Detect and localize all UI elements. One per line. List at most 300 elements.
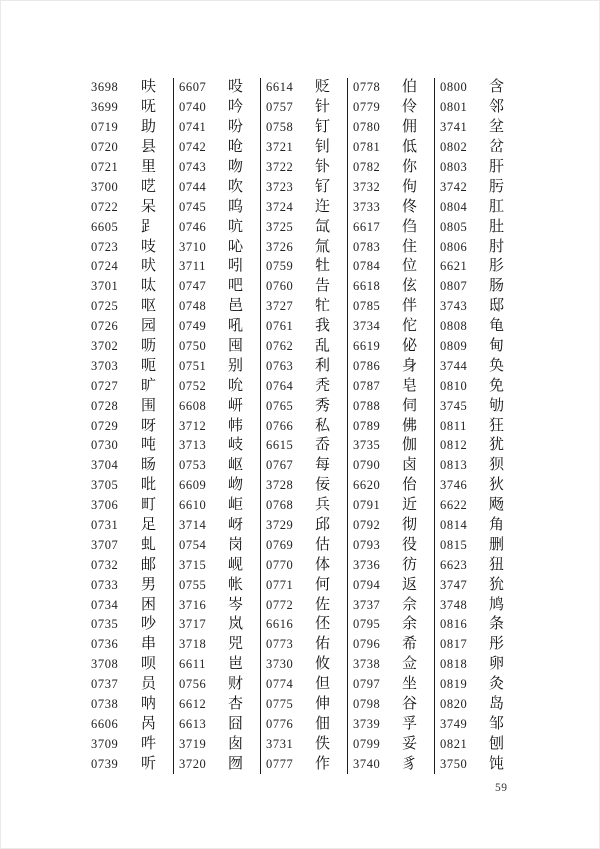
code-cell: 0727	[91, 378, 119, 393]
table-row	[348, 715, 434, 735]
code-cell: 0738	[91, 697, 119, 712]
table-row	[435, 356, 521, 376]
code-cell: 0736	[91, 637, 119, 652]
character-cell: 告	[314, 278, 330, 295]
code-cell: 0746	[179, 219, 207, 234]
character-cell: 你	[401, 159, 417, 175]
character-cell: 㑇	[401, 218, 417, 235]
character-cell: 佁	[401, 477, 417, 494]
table-row	[174, 456, 260, 476]
character-cell: 呗	[140, 656, 156, 673]
character-cell: 佚	[314, 735, 330, 752]
table-row	[261, 337, 347, 357]
character-cell: 狂	[488, 417, 504, 434]
table-row	[86, 715, 173, 735]
code-cell: 0803	[440, 160, 468, 174]
table-row	[174, 555, 260, 575]
table-row	[435, 535, 521, 555]
code-cell: 6611	[179, 657, 206, 672]
character-cell: 岠	[227, 497, 243, 514]
code-cell: 0757	[266, 100, 294, 115]
table-row	[86, 436, 173, 456]
code-cell: 3700	[91, 179, 119, 194]
character-cell: 作	[314, 755, 330, 772]
table-row	[435, 337, 521, 357]
table-row	[435, 78, 521, 98]
code-cell: 0741	[179, 120, 207, 135]
table-row	[174, 158, 260, 178]
page-number: 59	[495, 782, 508, 794]
table-row	[261, 78, 347, 98]
code-cell: 0789	[353, 418, 381, 433]
table-row	[174, 754, 260, 774]
code-cell: 0733	[91, 577, 119, 592]
character-cell: 邸	[488, 298, 504, 315]
code-cell: 0812	[440, 438, 468, 453]
table-row	[86, 476, 173, 496]
character-cell: 困	[140, 596, 156, 613]
character-cell: 旸	[140, 457, 156, 474]
table-row	[348, 754, 434, 774]
code-cell: 0777	[266, 756, 294, 771]
table-row	[261, 376, 347, 396]
table-row	[86, 535, 173, 555]
table-row	[261, 138, 347, 158]
code-cell: 3749	[440, 716, 468, 731]
code-cell: 3725	[266, 219, 294, 234]
table-row	[261, 436, 347, 456]
code-cell: 0761	[266, 319, 294, 334]
character-cell: 呃	[140, 357, 156, 374]
code-cell: 0735	[91, 617, 119, 632]
code-cell: 0810	[440, 378, 468, 393]
character-cell: 孚	[401, 715, 417, 732]
code-cell: 6608	[179, 398, 207, 413]
table-row	[435, 555, 521, 575]
character-cell: 呕	[140, 298, 156, 315]
code-cell: 0752	[179, 378, 207, 393]
table-row	[174, 197, 260, 217]
character-cell: 钋	[314, 159, 330, 175]
table-row	[348, 118, 434, 138]
table-row	[435, 615, 521, 635]
character-cell: 伴	[401, 298, 417, 315]
table-row	[86, 516, 173, 536]
character-cell: 刨	[488, 735, 504, 752]
code-cell: 0792	[353, 518, 381, 533]
character-cell: 邻	[488, 99, 504, 116]
character-cell: 吟	[227, 99, 243, 116]
character-cell: 伭	[401, 278, 417, 295]
character-cell: 岙	[314, 437, 330, 454]
character-cell: 佘	[401, 596, 417, 613]
code-cell: 3699	[91, 100, 119, 115]
code-cell: 0760	[266, 279, 294, 294]
code-cell: 0769	[266, 537, 294, 552]
table-row	[86, 456, 173, 476]
table-row	[174, 436, 260, 456]
code-cell: 0724	[91, 259, 119, 274]
character-cell: 吻	[227, 159, 243, 175]
table-row	[174, 317, 260, 337]
character-cell: 囧	[227, 715, 243, 732]
character-cell: 𧾷	[140, 218, 156, 235]
code-cell: 6618	[353, 279, 381, 294]
table-row	[261, 297, 347, 317]
code-cell: 0784	[353, 259, 381, 274]
code-cell: 0820	[440, 697, 468, 712]
code-cell: 3736	[353, 557, 381, 572]
table-row	[86, 277, 173, 297]
character-cell: 我	[314, 318, 330, 335]
table-row	[261, 734, 347, 754]
table-row	[261, 177, 347, 197]
character-cell: 囫	[227, 755, 243, 772]
character-cell: 吠	[140, 258, 156, 275]
code-cell: 3740	[353, 756, 381, 771]
character-cell: 佖	[401, 338, 417, 355]
character-cell: 男	[140, 576, 156, 593]
table-row	[86, 158, 173, 178]
character-cell: 卵	[488, 656, 504, 673]
table-row	[261, 516, 347, 536]
table-row	[348, 416, 434, 436]
table-row	[86, 317, 173, 337]
table-row	[86, 595, 173, 615]
table-row	[174, 655, 260, 675]
character-cell: 岑	[227, 596, 243, 613]
table-row	[174, 138, 260, 158]
table-row	[435, 715, 521, 735]
code-cell: 3713	[179, 438, 207, 453]
code-cell: 6619	[353, 339, 381, 354]
code-cell: 6623	[440, 557, 468, 572]
character-cell: 园	[140, 318, 156, 335]
code-cell: 0778	[353, 80, 381, 95]
table-row	[86, 297, 173, 317]
character-cell: 吨	[140, 437, 156, 454]
code-cell: 3733	[353, 199, 381, 214]
code-cell: 3726	[266, 239, 294, 254]
code-cell: 0753	[179, 458, 207, 473]
character-cell: 但	[314, 676, 330, 693]
code-cell: 3705	[91, 478, 119, 493]
character-cell: 近	[401, 497, 417, 514]
table-row	[435, 297, 521, 317]
code-cell: 0734	[91, 597, 119, 612]
table-row	[435, 456, 521, 476]
character-cell: 佝	[401, 178, 417, 195]
character-cell: 位	[401, 258, 417, 275]
code-cell: 6617	[353, 219, 381, 234]
code-cell: 3724	[266, 199, 294, 214]
code-cell: 0755	[179, 577, 207, 592]
table-row	[261, 695, 347, 715]
table-row	[435, 118, 521, 138]
code-cell: 0809	[440, 339, 468, 354]
table-row	[348, 237, 434, 257]
table-row	[86, 257, 173, 277]
character-cell: 卤	[401, 457, 417, 474]
character-cell: 帏	[227, 417, 243, 434]
character-cell: 劬	[488, 397, 504, 414]
character-cell: 彻	[401, 517, 417, 534]
character-cell: 犹	[488, 437, 504, 454]
character-cell: 岚	[227, 616, 243, 633]
character-cell: 佞	[314, 477, 330, 494]
code-cell: 0737	[91, 677, 119, 692]
character-cell: 岘	[227, 556, 243, 573]
character-cell: 员	[140, 676, 156, 693]
code-cell: 0764	[266, 378, 294, 393]
character-cell: 角	[488, 517, 504, 534]
character-cell: 秀	[314, 397, 330, 414]
character-cell: 县	[140, 139, 156, 156]
code-cell: 3745	[440, 398, 468, 413]
table-row	[435, 695, 521, 715]
table-row	[348, 297, 434, 317]
table-row	[348, 695, 434, 715]
character-cell: 肜	[488, 258, 504, 275]
character-cell: 皂	[401, 377, 417, 394]
character-cell: 佥	[401, 656, 417, 673]
table-row	[86, 635, 173, 655]
character-cell: 吱	[140, 238, 156, 255]
table-row	[174, 78, 260, 98]
character-cell: 肝	[488, 159, 504, 175]
code-cell: 6610	[179, 498, 207, 513]
character-cell: 呓	[140, 178, 156, 195]
table-row	[174, 516, 260, 536]
code-cell: 3746	[440, 478, 468, 493]
code-table	[86, 78, 521, 774]
character-cell: 围	[140, 397, 156, 414]
character-cell: 囤	[227, 338, 243, 355]
character-cell: 彷	[401, 556, 417, 573]
table-row	[348, 257, 434, 277]
code-cell: 0797	[353, 677, 381, 692]
character-cell: 钌	[314, 178, 330, 195]
character-cell: 肚	[488, 218, 504, 235]
table-row	[435, 396, 521, 416]
code-cell: 0719	[91, 120, 119, 135]
code-cell: 0815	[440, 537, 468, 552]
code-cell: 0750	[179, 339, 207, 354]
character-cell: 吼	[227, 318, 243, 335]
character-cell: 吣	[227, 238, 243, 255]
table-row	[86, 496, 173, 516]
character-cell: 攸	[314, 656, 330, 673]
table-row	[348, 655, 434, 675]
character-cell: 每	[314, 457, 330, 474]
table-row	[86, 655, 173, 675]
code-cell: 0745	[179, 199, 207, 214]
table-row	[86, 734, 173, 754]
table-row	[348, 595, 434, 615]
character-cell: 财	[227, 676, 243, 693]
code-column-5	[434, 78, 521, 774]
character-cell: 饨	[488, 755, 504, 772]
table-row	[261, 277, 347, 297]
table-row	[348, 476, 434, 496]
code-cell: 0796	[353, 637, 381, 652]
table-row	[174, 575, 260, 595]
table-row	[86, 118, 173, 138]
table-row	[435, 575, 521, 595]
character-cell: 条	[488, 616, 504, 633]
table-row	[435, 138, 521, 158]
code-cell: 3728	[266, 478, 294, 493]
character-cell: 岜	[227, 656, 243, 673]
character-cell: 佃	[314, 715, 330, 732]
character-cell: 町	[140, 497, 156, 514]
character-cell: 佛	[401, 417, 417, 434]
table-row	[86, 237, 173, 257]
table-row	[435, 416, 521, 436]
code-cell: 3716	[179, 597, 207, 612]
code-cell: 6609	[179, 478, 207, 493]
table-row	[86, 138, 173, 158]
code-cell: 0814	[440, 518, 468, 533]
character-cell: 串	[140, 636, 156, 653]
code-column-3	[260, 78, 347, 774]
character-cell: 住	[401, 238, 417, 255]
code-cell: 0765	[266, 398, 294, 413]
code-cell: 0725	[91, 299, 119, 314]
code-cell: 3720	[179, 756, 207, 771]
table-row	[348, 734, 434, 754]
table-row	[174, 476, 260, 496]
character-cell: 听	[140, 755, 156, 772]
table-row	[174, 615, 260, 635]
table-row	[86, 337, 173, 357]
code-cell: 3727	[266, 299, 294, 314]
character-cell: 奂	[488, 357, 504, 374]
character-cell: 希	[401, 636, 417, 653]
character-cell: 呋	[140, 79, 156, 96]
character-cell: 牡	[314, 258, 330, 275]
code-cell: 0748	[179, 299, 207, 314]
table-row	[435, 158, 521, 178]
character-cell: 岖	[227, 457, 243, 474]
table-row	[261, 158, 347, 178]
character-cell: 氙	[314, 218, 330, 235]
code-cell: 3718	[179, 637, 207, 652]
code-cell: 0788	[353, 398, 381, 413]
table-row	[261, 535, 347, 555]
character-cell: 狈	[488, 457, 504, 474]
code-cell: 3698	[91, 80, 119, 95]
code-column-2	[173, 78, 260, 774]
code-cell: 0731	[91, 518, 119, 533]
table-row	[435, 277, 521, 297]
table-row	[261, 655, 347, 675]
character-cell: 伯	[401, 79, 417, 96]
code-cell: 0770	[266, 557, 294, 572]
code-cell: 0802	[440, 140, 468, 155]
character-cell: 狄	[488, 477, 504, 494]
code-cell: 0729	[91, 418, 119, 433]
table-row	[435, 317, 521, 337]
character-cell: 呔	[140, 278, 156, 295]
code-cell: 0818	[440, 657, 468, 672]
character-cell: 呖	[140, 338, 156, 355]
code-cell: 0808	[440, 319, 468, 334]
code-cell: 0787	[353, 378, 381, 393]
code-cell: 3706	[91, 498, 119, 513]
code-cell: 0749	[179, 319, 207, 334]
table-row	[348, 197, 434, 217]
table-row	[348, 575, 434, 595]
code-cell: 0721	[91, 160, 119, 174]
table-row	[435, 675, 521, 695]
character-cell: 利	[314, 357, 330, 374]
table-row	[174, 337, 260, 357]
character-cell: 贬	[314, 79, 330, 96]
table-row	[261, 715, 347, 735]
code-cell: 0730	[91, 438, 119, 453]
character-cell: 含	[488, 79, 504, 96]
code-cell: 6615	[266, 438, 294, 453]
code-cell: 6616	[266, 617, 294, 632]
table-row	[435, 436, 521, 456]
code-cell: 3744	[440, 358, 468, 373]
character-cell: 岉	[227, 477, 243, 494]
table-row	[261, 476, 347, 496]
character-cell: 肘	[488, 238, 504, 255]
character-cell: 呆	[140, 198, 156, 215]
code-cell: 3714	[179, 518, 207, 533]
character-cell: 坌	[488, 119, 504, 136]
code-cell: 3734	[353, 319, 381, 334]
character-cell: 吺	[227, 79, 243, 96]
table-row	[261, 555, 347, 575]
character-cell: 兵	[314, 497, 330, 514]
table-row	[174, 257, 260, 277]
character-cell: 呛	[227, 139, 243, 156]
table-row	[348, 496, 434, 516]
character-cell: 删	[488, 536, 504, 553]
table-row	[261, 396, 347, 416]
code-cell: 3748	[440, 597, 468, 612]
character-cell: 甸	[488, 338, 504, 355]
table-row	[86, 695, 173, 715]
code-cell: 3741	[440, 120, 468, 135]
character-cell: 妥	[401, 735, 417, 752]
code-cell: 3731	[266, 736, 294, 751]
code-cell: 0806	[440, 239, 468, 254]
character-cell: 免	[488, 377, 504, 394]
table-row	[174, 695, 260, 715]
table-row	[261, 197, 347, 217]
code-cell: 0819	[440, 677, 468, 692]
table-row	[174, 177, 260, 197]
code-cell: 6621	[440, 259, 468, 274]
character-cell: 谷	[401, 696, 417, 713]
code-cell: 0758	[266, 120, 294, 135]
table-row	[348, 217, 434, 237]
table-row	[261, 615, 347, 635]
code-cell: 3704	[91, 458, 119, 473]
character-cell: 岍	[227, 397, 243, 414]
code-cell: 0800	[440, 80, 468, 95]
table-row	[174, 496, 260, 516]
code-cell: 0747	[179, 279, 207, 294]
code-cell: 0742	[179, 140, 207, 155]
table-row	[435, 98, 521, 118]
table-row	[86, 575, 173, 595]
table-row	[174, 635, 260, 655]
